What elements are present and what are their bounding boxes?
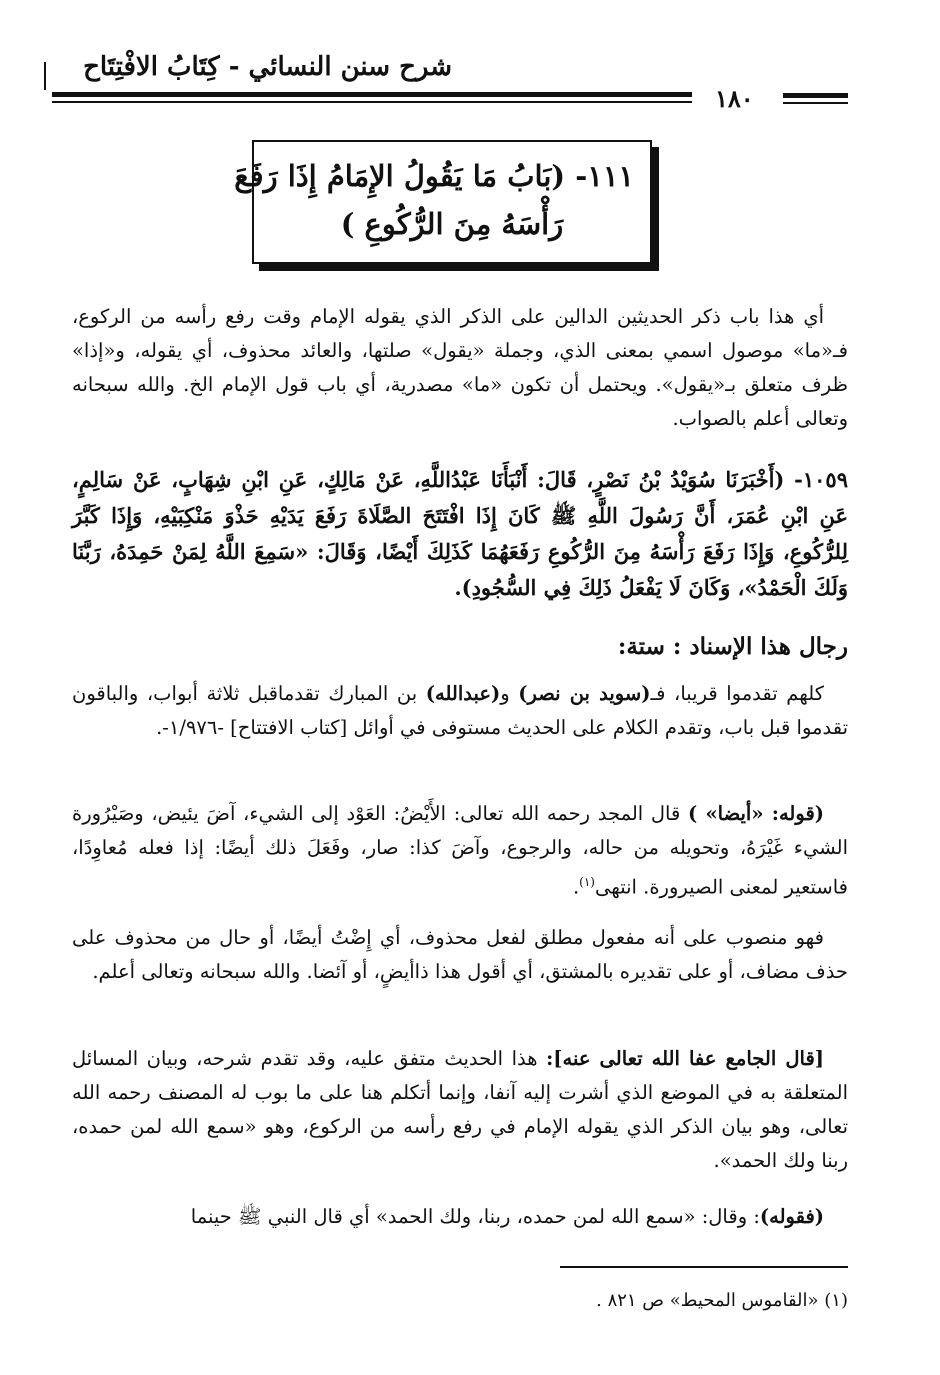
fahuwa-section [72,921,848,989]
hadith-text: ١٠٥٩- (أَخْبَرَنَا سُوَيْدُ بْنُ نَصْرٍ، قَالَ: أَنْبَأَنَا عَبْدُاللَّهِ، عَنْ مَالِكٍ، عَنِ ابْنِ شِهَابٍ، عَنْ سَالِمٍ، عَنِ ابْنِ عُمَرَ، أَنَّ رَسُولَ اللَّهِ ﷺ كَانَ إِذَا افْتَتَحَ الصَّلَاةَ رَفَعَ يَدَيْهِ حَذْوَ مَنْكِبَيْهِ، وَإِذَا كَبَّرَ لِلرُّكُوعِ، وَإِذَا رَفَعَ رَأْسَهُ مِنَ الرُّكُوعِ رَفَعَهُمَا كَذَلِكَ أَيْضًا، وَقَالَ: «سَمِعَ اللَّهُ لِمَنْ حَمِدَهُ، رَبَّنَا وَلَكَ الْحَمْدُ»، وَكَانَ لَا يَفْعَلُ ذَلِكَ فِي السُّجُودِ). [72,467,848,600]
footnote-reference: (١) [579,875,595,889]
qawluhu-paragraph [72,797,848,905]
jami-label: [قال الجامع عفا الله تعالى عنه]: [546,1047,824,1070]
narrator-suwayd: (سويد بن نصر) [518,682,651,705]
chapter-title-line-1: ١١١- (بَابُ مَا يَقُولُ الإِمَامُ إِذَا رَفَعَ [234,159,634,193]
jami-paragraph [72,1042,848,1178]
rijal-conjunction: و [500,682,519,705]
chapter-title-line-2: رَأْسَهُ مِنَ الرُّكُوعِ ) [340,207,564,241]
intro-paragraph: أي هذا باب ذكر الحديثين الدالين على الذكر الذي يقوله الإمام وقت رفع رأسه من الركوع، فـ«ما» موصول اسمي بمعنى الذي، وجملة «يقول» صلتها، والعائد محذوف، أي يقوله، و«إذا» ظرف متعلق بـ«يقول». ويحتمل أن تكون «ما» مصدرية، أي باب قول الإمام الخ. والله سبحانه وتعالى أعلم بالصواب. [72,305,848,430]
qawluhu-end: . [572,875,580,899]
footnote-rule [560,1266,848,1268]
faqawluhu-label: (فقوله) [759,1205,824,1228]
intro-section [72,300,848,436]
footnote: (١) «القاموس المحيط» ص ٨٢١ . [596,1290,848,1311]
header-rule [52,92,692,97]
rijal-paragraph [72,677,848,745]
page-number-rule-thin [783,102,848,104]
qawluhu-section [72,797,848,905]
rijal-section [72,677,848,745]
jami-section [72,1042,848,1178]
rijal-heading: رجال هذا الإسناد : ستة: [617,633,848,660]
header-rule-thin [52,101,692,103]
header-mark [44,62,46,90]
jami-text: هذا الحديث متفق عليه، وقد تقدم شرحه، وبيان المسائل المتعلقة به في الموضع الذي أشرت إليه آنفا، وإنما أتكلم هنا على ما بوب له المصنف رحمه الله تعالى، وهو بيان الذكر الذي يقوله الإمام في رفع رأسه من الركوع، وهو «سمع الله لمن حمده، ربنا ولك الحمد». [72,1047,848,1172]
faqawluhu-section [72,1200,848,1234]
narrator-abdullah: (عبدالله) [425,682,501,705]
chapter-title-box [234,140,652,264]
faqawluhu-paragraph [72,1200,848,1234]
fahuwa-paragraph: فهو منصوب على أنه مفعول مطلق لفعل محذوف، أي إِضْتُ أيضًا، أو حال من محذوف على حذف مضاف، أو على تقديره بالمشتق، أي أقول هذا ذاأيضٍ، أو آئضا. والله سبحانه وتعالى أعلم. [72,926,848,983]
faqawluhu-text: : وقال: «سمع الله لمن حمده، ربنا، ولك الحمد» أي قال النبي ﷺ حينما [190,1205,760,1228]
rijal-text-end: بن المبارك تقدماقبل ثلاثة أبواب، والباقون تقدموا قبل باب، وتقدم الكلام على الحديث مستوفى في أوائل [كتاب الافتتاح] -١/٩٧٦-. [72,682,848,739]
qawluhu-text: قال المجد رحمه الله تعالى: الأَيْضُ: العَوْد إلى الشيء، آضَ يئيض، وصَيْرُورة الشيء غَيْرَهُ، وتحويله من حاله، والرجوع، وآضَ كذا: صار، وفَعَلَ ذلك أيضًا: إذا فعله مُعاوِدًا، فاستعير لمعنى الصيرورة. انتهى [72,802,848,899]
qawluhu-label: (قوله: «أيضا» ) [687,802,824,825]
page-number-rule [783,93,848,98]
page-number: ١٨٠ [715,84,754,113]
rijal-text-start: كلهم تقدموا قريبا، فـ [650,682,824,705]
book-title: شرح سنن النسائي - كِتَابُ الافْتِتَاح [83,52,452,82]
